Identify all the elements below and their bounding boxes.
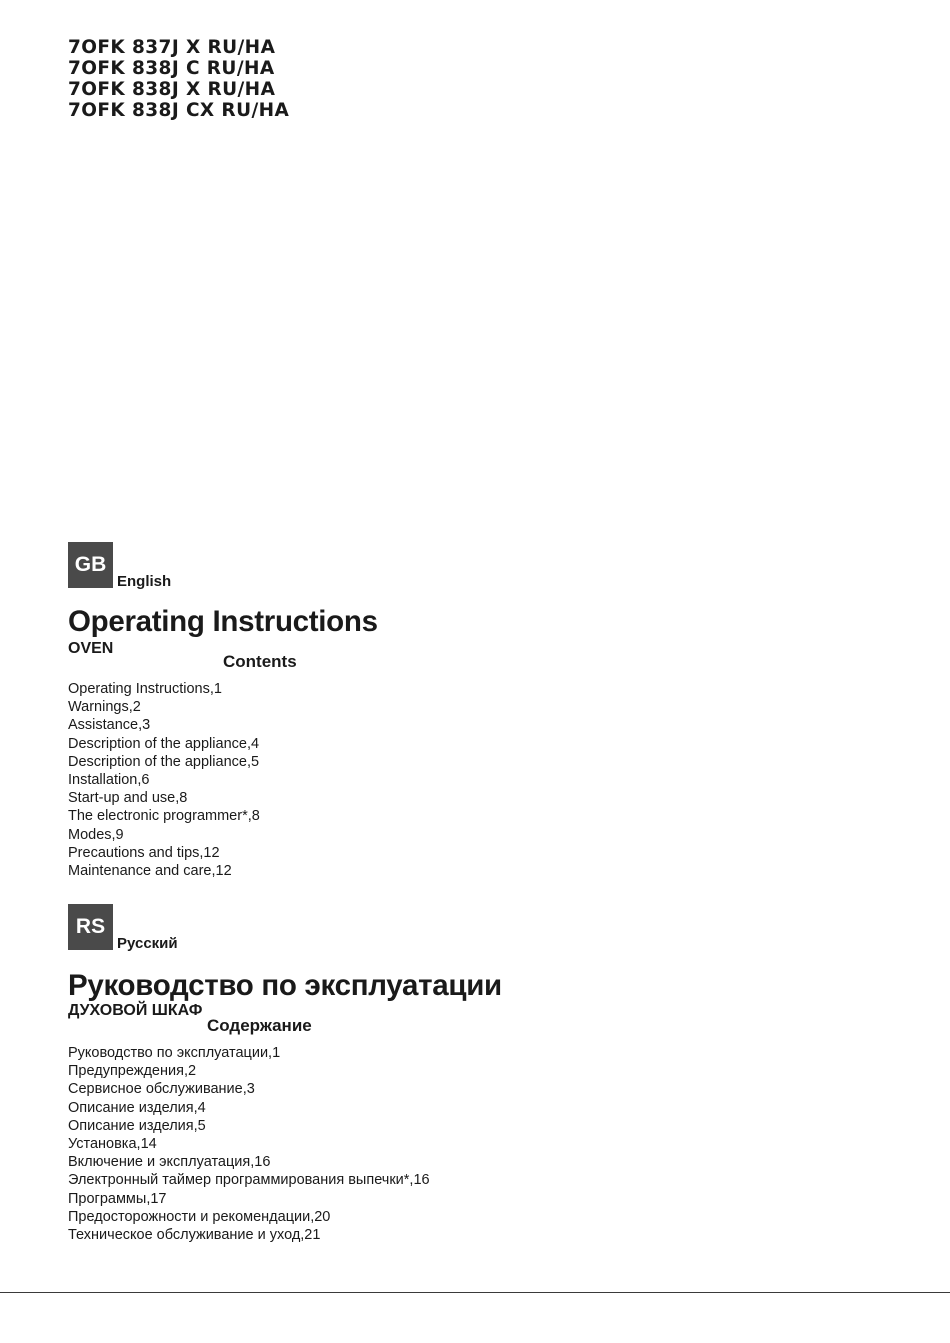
toc-item: Modes,9 bbox=[68, 826, 124, 843]
toc-item: Программы,17 bbox=[68, 1190, 167, 1207]
document-title: Operating Instructions bbox=[68, 605, 378, 638]
toc-item: Электронный таймер программирования выпечки*,16 bbox=[68, 1172, 430, 1189]
toc-item: Техническое обслуживание и уход,21 bbox=[68, 1227, 321, 1244]
model-number: 7OFK 838J C RU/HA bbox=[68, 58, 275, 79]
contents-heading: Содержание bbox=[207, 1016, 312, 1035]
toc-item: Сервисное обслуживание,3 bbox=[68, 1081, 255, 1098]
contents-heading: Contents bbox=[223, 652, 297, 671]
toc-item: Operating Instructions,1 bbox=[68, 681, 222, 697]
toc-item: Start-up and use,8 bbox=[68, 790, 188, 807]
toc-item: Maintenance and care,12 bbox=[68, 863, 232, 880]
document-title: Руководство по эксплуатации bbox=[68, 969, 502, 1002]
toc-item: Installation,6 bbox=[68, 772, 150, 789]
footer-divider bbox=[0, 1292, 950, 1293]
toc-item: Предупреждения,2 bbox=[68, 1063, 197, 1080]
toc-item: Установка,14 bbox=[68, 1136, 157, 1153]
model-number: 7OFK 837J X RU/HA bbox=[68, 37, 276, 58]
toc-item: Описание изделия,5 bbox=[68, 1117, 206, 1134]
model-number: 7OFK 838J CX RU/HA bbox=[68, 100, 290, 121]
language-label: Русский bbox=[117, 935, 178, 952]
table-of-contents bbox=[68, 680, 260, 880]
toc-item: Precautions and tips,12 bbox=[68, 844, 220, 861]
document-subtitle: OVEN bbox=[68, 640, 114, 657]
toc-item: The electronic programmer*,8 bbox=[68, 808, 260, 825]
model-number: 7OFK 838J X RU/HA bbox=[68, 79, 276, 100]
model-list bbox=[68, 37, 289, 121]
toc-item: Warnings,2 bbox=[68, 699, 141, 716]
country-badge: GB bbox=[68, 542, 113, 588]
document-subtitle: ДУХОВОЙ ШКАФ bbox=[68, 1002, 203, 1019]
toc-item: Description of the appliance,5 bbox=[68, 753, 260, 770]
toc-item: Description of the appliance,4 bbox=[68, 735, 260, 752]
table-of-contents bbox=[68, 1044, 430, 1244]
language-label: English bbox=[117, 573, 172, 590]
toc-item: Включение и эксплуатация,16 bbox=[68, 1154, 271, 1171]
country-badge: RS bbox=[68, 904, 113, 950]
toc-item: Предосторожности и рекомендации,20 bbox=[68, 1208, 331, 1225]
toc-item: Описание изделия,4 bbox=[68, 1099, 206, 1116]
toc-item: Руководство по эксплуатации,1 bbox=[68, 1045, 281, 1061]
toc-item: Assistance,3 bbox=[68, 717, 151, 734]
